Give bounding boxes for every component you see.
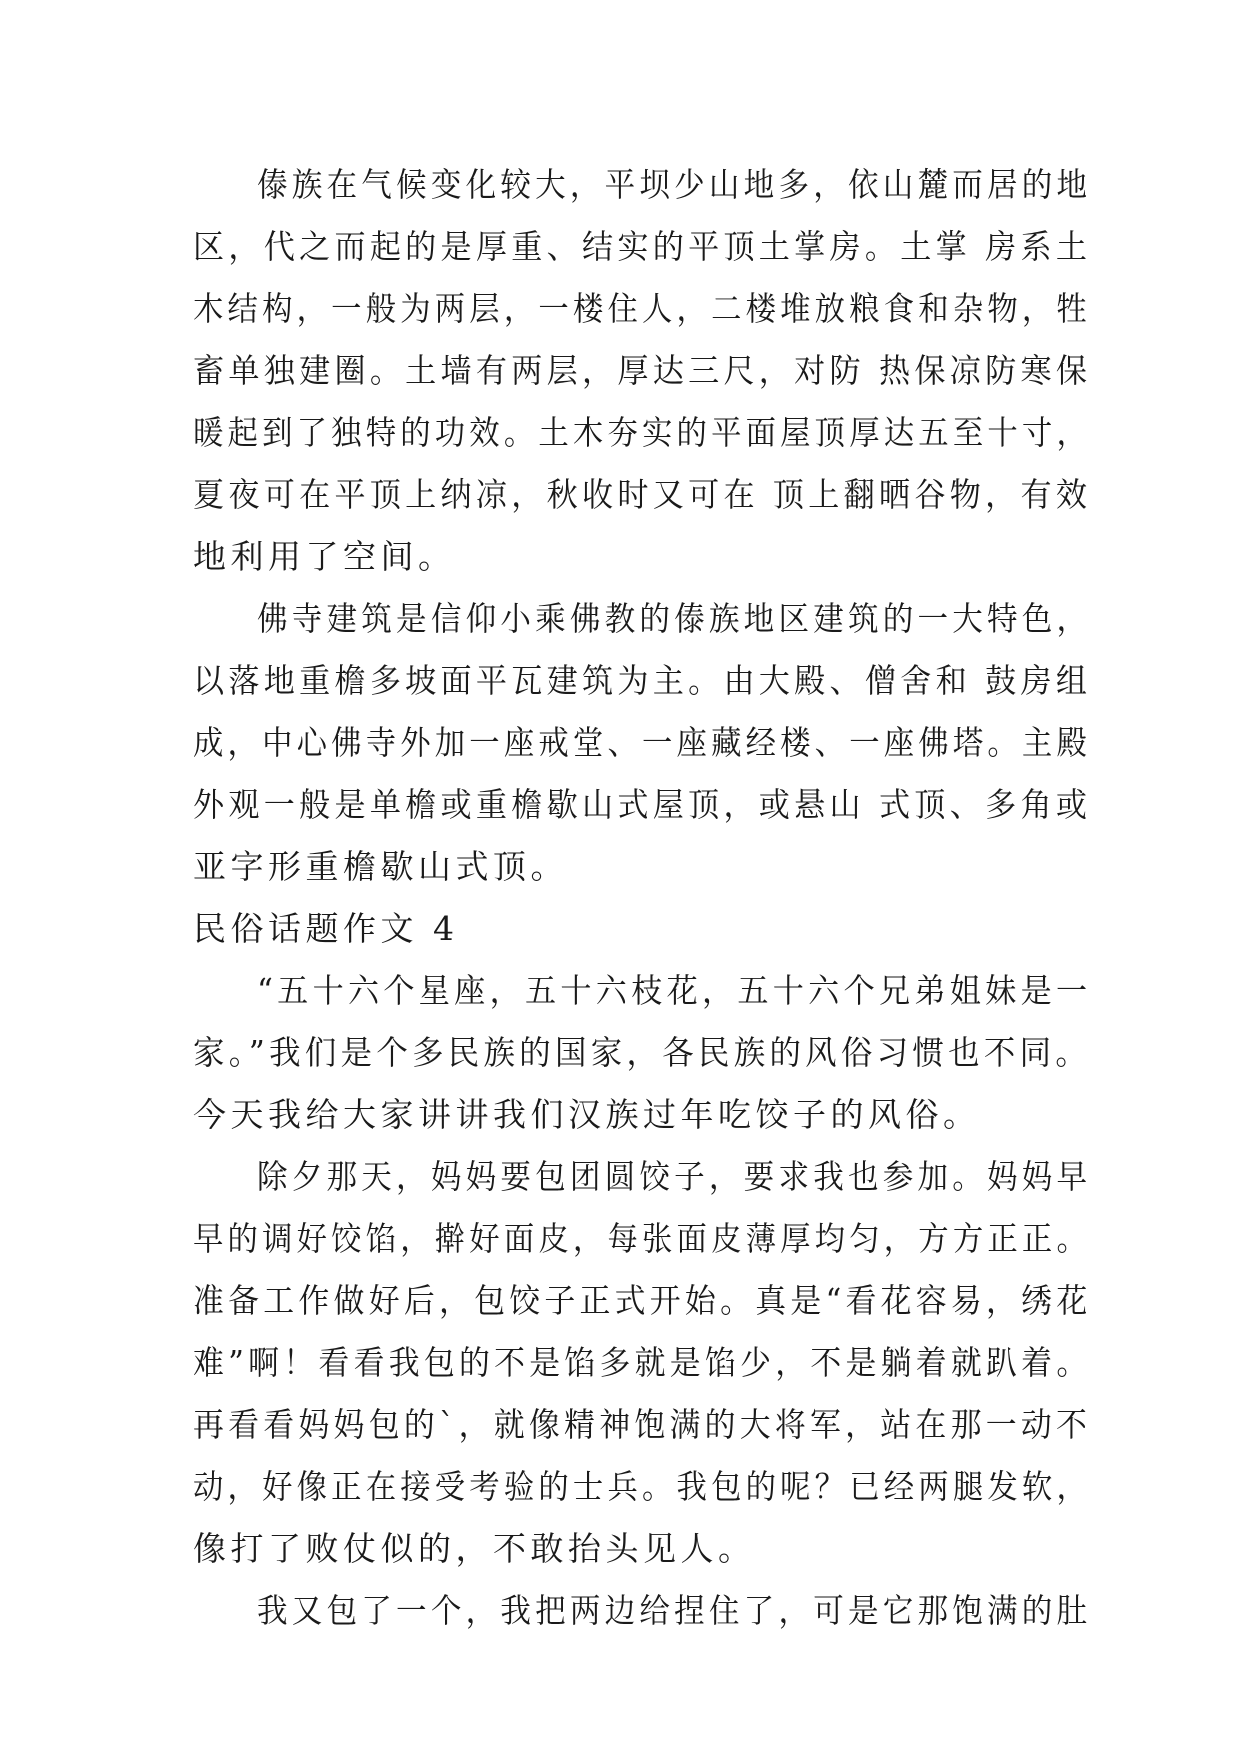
paragraph-line: 畜单独建圈。土墙有两层，厚达三尺，对防 热保凉防寒保 [193, 351, 1092, 390]
paragraph-line: 难”啊！看看我包的不是馅多就是馅少，不是躺着就趴着。 [193, 1343, 1092, 1382]
paragraph-line: “五十六个星座，五十六枝花，五十六个兄弟姐妹是一 [257, 971, 1092, 1010]
paragraph-line: 傣族在气候变化较大，平坝少山地多，依山麓而居的地 [257, 165, 1092, 204]
paragraph-line: 除夕那天，妈妈要包团圆饺子，要求我也参加。妈妈早 [257, 1157, 1092, 1196]
paragraph-line: 暖起到了独特的功效。土木夯实的平面屋顶厚达五至十寸， [193, 413, 1091, 452]
paragraph-line: 地利用了空间。 [193, 537, 456, 576]
paragraph-line: 区，代之而起的是厚重、结实的平顶土掌房。土掌 房系土 [193, 227, 1092, 266]
paragraph-line: 以落地重檐多坡面平瓦建筑为主。由大殿、僧舍和 鼓房组 [193, 661, 1092, 700]
paragraph-line: 像打了败仗似的，不敢抬头见人。 [193, 1529, 756, 1568]
paragraph-line: 夏夜可在平顶上纳凉，秋收时又可在 顶上翻晒谷物，有效 [193, 475, 1092, 514]
paragraph-line: 亚字形重檐歇山式顶。 [193, 847, 568, 886]
paragraph-line: 木结构，一般为两层，一楼住人，二楼堆放粮食和杂物，牲 [193, 289, 1091, 328]
paragraph-line: 成，中心佛寺外加一座戒堂、一座藏经楼、一座佛塔。主殿 [193, 723, 1091, 762]
paragraph-line: 早的调好饺馅，擀好面皮，每张面皮薄厚均匀，方方正正。 [193, 1219, 1091, 1258]
paragraph-line: 家。”我们是个多民族的国家，各民族的风俗习惯也不同。 [193, 1033, 1092, 1072]
paragraph-line: 外观一般是单檐或重檐歇山式屋顶，或悬山 式顶、多角或 [193, 785, 1092, 824]
paragraph-line: 我又包了一个，我把两边给捏住了，可是它那饱满的肚 [257, 1591, 1092, 1630]
paragraph-line: 动，好像正在接受考验的士兵。我包的呢？已经两腿发软， [193, 1467, 1091, 1506]
paragraph-line: 今天我给大家讲讲我们汉族过年吃饺子的风俗。 [193, 1095, 981, 1134]
paragraph-line: 再看看妈妈包的`，就像精神饱满的大将军，站在那一动不 [193, 1405, 1092, 1444]
paragraph-line: 佛寺建筑是信仰小乘佛教的傣族地区建筑的一大特色， [257, 599, 1092, 638]
paragraph-line: 准备工作做好后，包饺子正式开始。真是“看花容易，绣花 [193, 1281, 1092, 1320]
section-heading: 民俗话题作文 4 [193, 909, 459, 948]
